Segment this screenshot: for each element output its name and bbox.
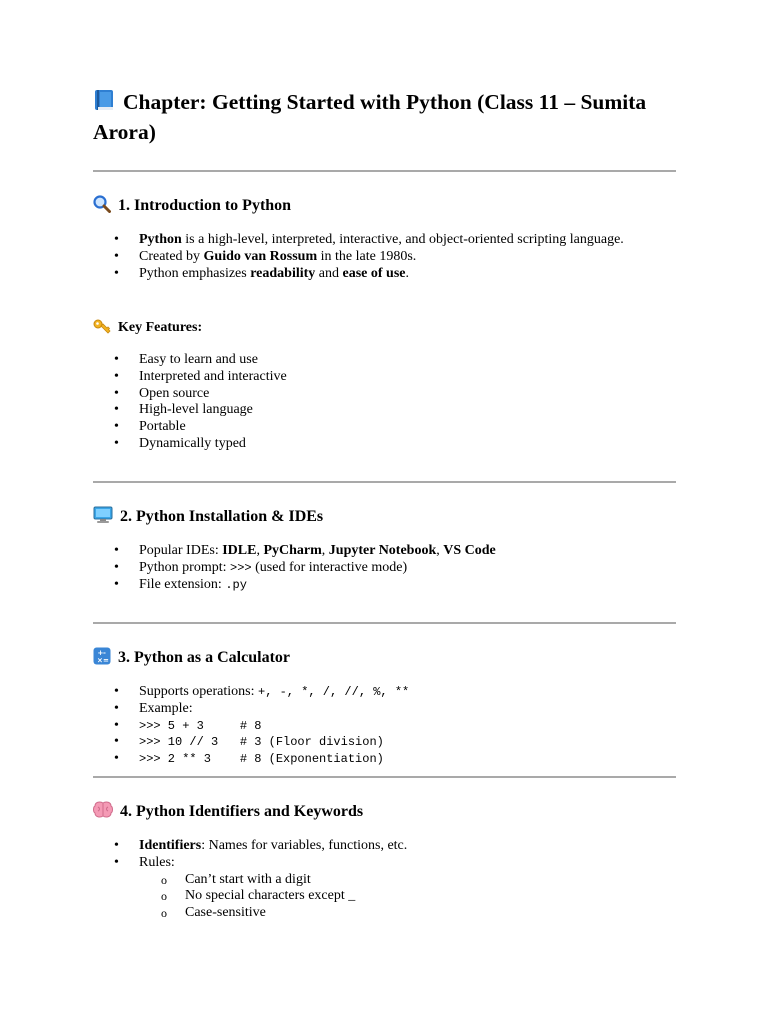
list-item: • File extension: .py bbox=[93, 577, 653, 594]
key-features-heading: Key Features: bbox=[93, 318, 202, 340]
list-item: • Interpreted and interactive bbox=[93, 369, 653, 386]
calculator-icon bbox=[93, 647, 111, 671]
section-heading-installation: 2. Python Installation & IDEs bbox=[93, 506, 323, 530]
title-text: Chapter: Getting Started with Python (Class 11 – Sumita Arora) bbox=[93, 90, 647, 144]
list-item: o Can’t start with a digit bbox=[139, 872, 653, 889]
installation-list bbox=[93, 543, 653, 593]
calculator-list bbox=[93, 684, 653, 768]
magnifier-icon bbox=[93, 195, 111, 219]
list-item: o Case-sensitive bbox=[139, 905, 653, 922]
list-item: • >>> 5 + 3 # 8 bbox=[93, 718, 653, 735]
svg-text:+: + bbox=[97, 649, 104, 657]
section-heading-identifiers: 4. Python Identifiers and Keywords bbox=[93, 801, 363, 825]
list-item: • Python emphasizes readability and ease of use. bbox=[93, 266, 653, 283]
section-heading-introduction: 1. Introduction to Python bbox=[93, 195, 291, 219]
divider bbox=[93, 776, 676, 778]
list-item: o No special characters except _ bbox=[139, 888, 653, 905]
divider bbox=[93, 481, 676, 483]
section-heading-calculator: + - × = 3. Python as a Calculator bbox=[93, 647, 290, 671]
list-item: • Created by Guido van Rossum in the late 1980s. bbox=[93, 249, 653, 266]
list-item: • Dynamically typed bbox=[93, 436, 653, 453]
blue-book-icon bbox=[93, 89, 115, 118]
list-item: • High-level language bbox=[93, 402, 653, 419]
list-item: • Python is a high-level, interpreted, interactive, and object-oriented scripting language. bbox=[93, 232, 653, 249]
list-item: • Supports operations: +, -, *, /, //, %, ** bbox=[93, 684, 653, 701]
page-title bbox=[93, 88, 676, 146]
svg-text:×: × bbox=[97, 656, 103, 665]
svg-text:=: = bbox=[103, 656, 109, 665]
key-icon bbox=[93, 318, 111, 340]
list-item: • Open source bbox=[93, 386, 653, 403]
divider bbox=[93, 170, 676, 172]
list-item: • Popular IDEs: IDLE, PyCharm, Jupyter Notebook, VS Code bbox=[93, 543, 653, 560]
list-item: • >>> 2 ** 3 # 8 (Exponentiation) bbox=[93, 751, 653, 768]
list-item: • Python prompt: >>> (used for interactive mode) bbox=[93, 560, 653, 577]
intro-list bbox=[93, 232, 653, 282]
list-item: • Portable bbox=[93, 419, 653, 436]
list-item: • Easy to learn and use bbox=[93, 352, 653, 369]
list-item: • Identifiers: Names for variables, functions, etc. bbox=[93, 838, 653, 855]
brain-icon bbox=[93, 801, 113, 825]
list-item: • Rules: o Can’t start with a digit o No special characters except _ o Case-sensitive bbox=[93, 855, 653, 922]
computer-icon bbox=[93, 506, 113, 530]
identifiers-list bbox=[93, 838, 653, 922]
svg-text:-: - bbox=[103, 649, 106, 657]
list-item: • Example: bbox=[93, 701, 653, 718]
divider bbox=[93, 622, 676, 624]
list-item: • >>> 10 // 3 # 3 (Floor division) bbox=[93, 734, 653, 751]
key-features-list bbox=[93, 352, 653, 453]
rules-list bbox=[139, 872, 653, 922]
